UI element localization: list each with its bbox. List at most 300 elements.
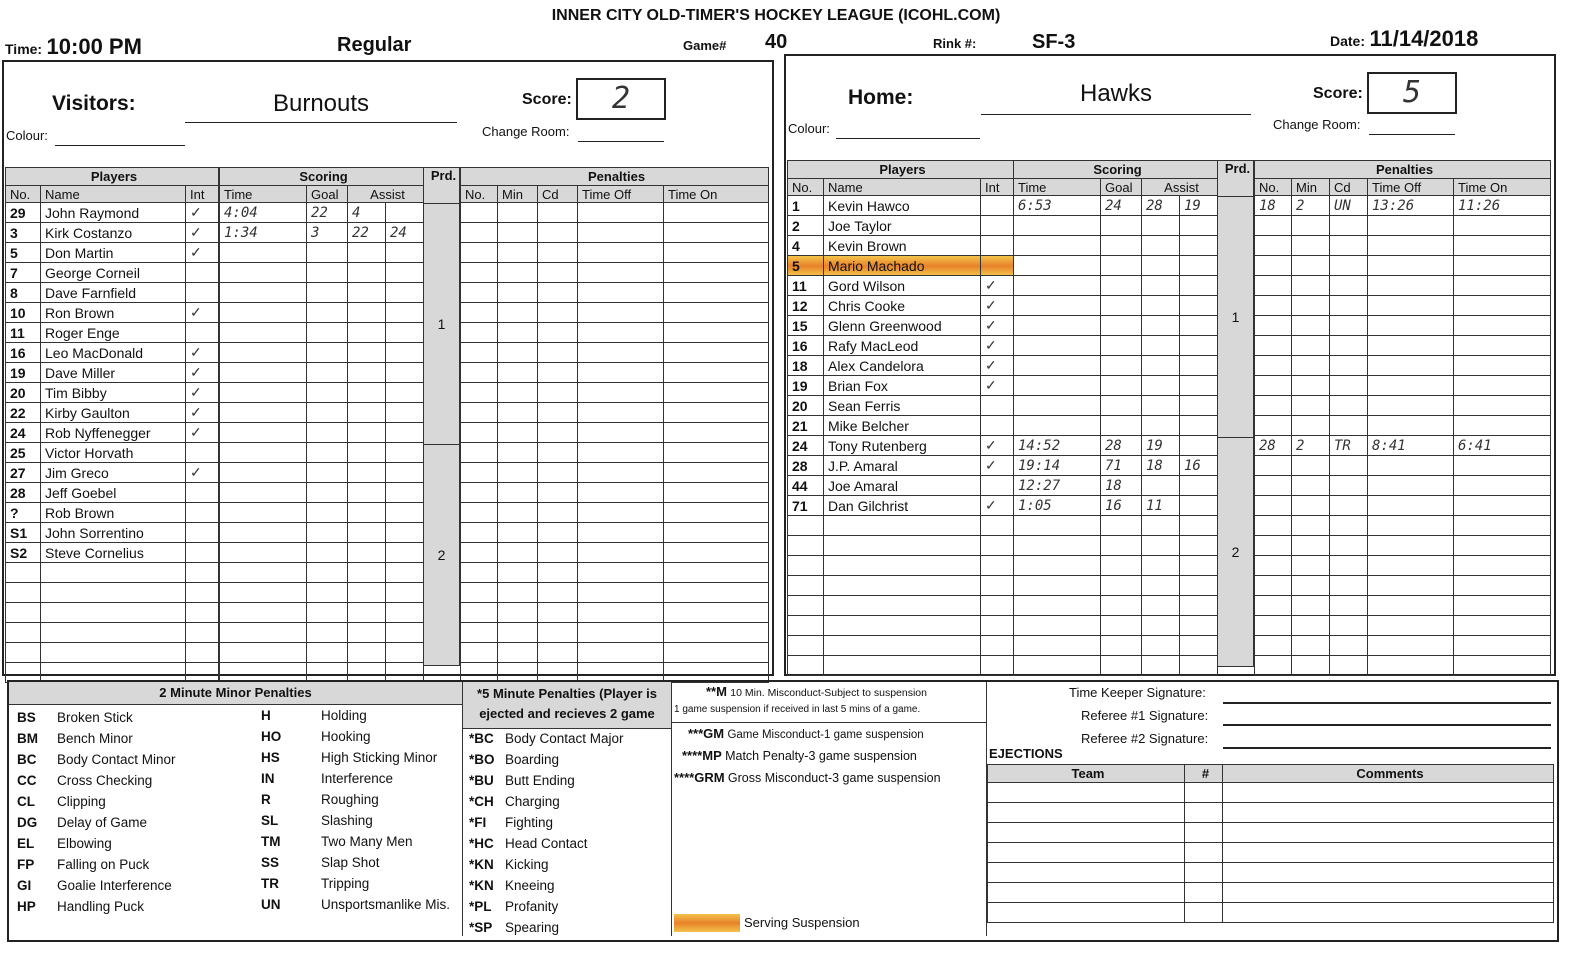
assist-1[interactable] <box>1142 296 1180 316</box>
penalty-minutes[interactable] <box>498 443 538 463</box>
player-name[interactable] <box>41 583 186 603</box>
player-number[interactable]: S2 <box>6 543 41 563</box>
penalty-code[interactable] <box>538 223 578 243</box>
player-int-check[interactable] <box>981 536 1014 556</box>
penalty-code[interactable] <box>1330 656 1368 676</box>
player-number[interactable]: 25 <box>6 443 41 463</box>
penalty-time-off[interactable] <box>1368 216 1454 236</box>
assist-2[interactable] <box>1180 656 1218 676</box>
penalty-minutes[interactable] <box>498 583 538 603</box>
player-int-check[interactable] <box>186 603 219 623</box>
penalty-player-number[interactable] <box>461 343 498 363</box>
player-int-check[interactable]: ✓ <box>186 363 219 383</box>
penalty-player-number[interactable] <box>461 503 498 523</box>
penalty-minutes[interactable] <box>1292 256 1330 276</box>
penalty-time-on[interactable] <box>664 503 769 523</box>
assist-2[interactable] <box>1180 616 1218 636</box>
penalty-time-off[interactable] <box>578 543 664 563</box>
assist-1[interactable] <box>348 603 386 623</box>
penalty-code[interactable] <box>1330 496 1368 516</box>
goal-scorer[interactable] <box>307 643 348 663</box>
goal-time[interactable] <box>1014 316 1101 336</box>
player-name[interactable]: Mario Machado <box>824 256 981 276</box>
penalty-time-on[interactable] <box>1454 476 1551 496</box>
ref1-signature-line[interactable] <box>1223 714 1551 726</box>
goal-scorer[interactable] <box>307 363 348 383</box>
goal-scorer[interactable] <box>307 463 348 483</box>
assist-1[interactable] <box>348 383 386 403</box>
penalty-minutes[interactable]: 2 <box>1292 196 1330 216</box>
penalty-minutes[interactable] <box>498 563 538 583</box>
player-number[interactable] <box>788 616 824 636</box>
penalty-player-number[interactable] <box>1255 256 1292 276</box>
assist-1[interactable] <box>1142 356 1180 376</box>
player-int-check[interactable]: ✓ <box>981 276 1014 296</box>
assist-2[interactable] <box>1180 256 1218 276</box>
penalty-time-off[interactable]: 13:26 <box>1368 196 1454 216</box>
assist-1[interactable] <box>1142 316 1180 336</box>
goal-scorer[interactable] <box>307 303 348 323</box>
ref2-signature-line[interactable] <box>1223 737 1551 749</box>
goal-time[interactable] <box>1014 636 1101 656</box>
penalty-time-on[interactable] <box>1454 256 1551 276</box>
penalty-time-on[interactable] <box>664 423 769 443</box>
goal-time[interactable] <box>220 323 307 343</box>
goal-scorer[interactable] <box>1101 336 1142 356</box>
penalty-code[interactable] <box>538 503 578 523</box>
penalty-time-off[interactable] <box>578 223 664 243</box>
goal-scorer[interactable] <box>307 423 348 443</box>
goal-time[interactable] <box>1014 416 1101 436</box>
player-name[interactable]: Glenn Greenwood <box>824 316 981 336</box>
penalty-minutes[interactable] <box>498 523 538 543</box>
goal-scorer[interactable] <box>1101 656 1142 676</box>
player-name[interactable] <box>824 636 981 656</box>
player-name[interactable]: Jeff Goebel <box>41 483 186 503</box>
player-name[interactable] <box>824 516 981 536</box>
ejection-comments[interactable] <box>1223 863 1554 883</box>
goal-time[interactable] <box>220 403 307 423</box>
goal-scorer[interactable]: 18 <box>1101 476 1142 496</box>
goal-scorer[interactable] <box>1101 216 1142 236</box>
player-int-check[interactable] <box>186 283 219 303</box>
penalty-time-on[interactable] <box>1454 536 1551 556</box>
penalty-time-off[interactable] <box>1368 536 1454 556</box>
assist-1[interactable] <box>1142 276 1180 296</box>
goal-time[interactable] <box>1014 656 1101 676</box>
assist-1[interactable]: 22 <box>348 223 386 243</box>
player-name[interactable] <box>41 603 186 623</box>
penalty-time-on[interactable] <box>1454 616 1551 636</box>
ejection-team[interactable] <box>988 803 1185 823</box>
player-number[interactable]: 20 <box>6 383 41 403</box>
ejection-comments[interactable] <box>1223 843 1554 863</box>
penalty-player-number[interactable] <box>1255 396 1292 416</box>
player-number[interactable]: 8 <box>6 283 41 303</box>
penalty-time-off[interactable] <box>578 443 664 463</box>
penalty-time-off[interactable] <box>1368 376 1454 396</box>
player-int-check[interactable] <box>186 483 219 503</box>
penalty-time-on[interactable] <box>1454 516 1551 536</box>
penalty-time-on[interactable] <box>664 463 769 483</box>
penalty-time-off[interactable] <box>1368 356 1454 376</box>
ejection-team[interactable] <box>988 843 1185 863</box>
player-number[interactable]: 20 <box>788 396 824 416</box>
assist-1[interactable]: 4 <box>348 203 386 223</box>
penalty-time-on[interactable] <box>664 563 769 583</box>
penalty-code[interactable] <box>538 483 578 503</box>
ejection-number[interactable] <box>1185 903 1223 923</box>
player-number[interactable]: 16 <box>6 343 41 363</box>
player-number[interactable]: 16 <box>788 336 824 356</box>
player-int-check[interactable] <box>186 443 219 463</box>
player-number[interactable]: 44 <box>788 476 824 496</box>
penalty-code[interactable] <box>1330 396 1368 416</box>
player-int-check[interactable] <box>186 323 219 343</box>
goal-scorer[interactable] <box>1101 376 1142 396</box>
goal-scorer[interactable] <box>307 543 348 563</box>
assist-1[interactable] <box>348 403 386 423</box>
penalty-time-on[interactable] <box>1454 316 1551 336</box>
ejection-number[interactable] <box>1185 783 1223 803</box>
penalty-minutes[interactable] <box>498 603 538 623</box>
penalty-player-number[interactable]: 28 <box>1255 436 1292 456</box>
goal-time[interactable]: 14:52 <box>1014 436 1101 456</box>
assist-1[interactable] <box>1142 536 1180 556</box>
goal-scorer[interactable] <box>1101 276 1142 296</box>
ejection-number[interactable] <box>1185 863 1223 883</box>
player-int-check[interactable] <box>186 583 219 603</box>
penalty-time-on[interactable] <box>664 203 769 223</box>
player-int-check[interactable]: ✓ <box>981 376 1014 396</box>
assist-2[interactable] <box>1180 516 1218 536</box>
penalty-minutes[interactable] <box>1292 576 1330 596</box>
goal-time[interactable] <box>1014 536 1101 556</box>
penalty-minutes[interactable] <box>1292 476 1330 496</box>
penalty-time-off[interactable] <box>578 643 664 663</box>
penalty-code[interactable] <box>1330 476 1368 496</box>
penalty-code[interactable] <box>538 343 578 363</box>
assist-2[interactable] <box>1180 376 1218 396</box>
penalty-time-off[interactable] <box>578 503 664 523</box>
assist-2[interactable] <box>386 643 424 663</box>
ejection-number[interactable] <box>1185 843 1223 863</box>
goal-time[interactable] <box>1014 236 1101 256</box>
assist-2[interactable] <box>1180 436 1218 456</box>
goal-time[interactable] <box>220 263 307 283</box>
goal-time[interactable] <box>1014 576 1101 596</box>
penalty-minutes[interactable] <box>498 343 538 363</box>
penalty-code[interactable]: TR <box>1330 436 1368 456</box>
player-number[interactable] <box>788 516 824 536</box>
goal-scorer[interactable] <box>307 443 348 463</box>
player-name[interactable] <box>41 643 186 663</box>
assist-2[interactable] <box>1180 296 1218 316</box>
goal-time[interactable]: 12:27 <box>1014 476 1101 496</box>
penalty-time-off[interactable] <box>578 583 664 603</box>
assist-2[interactable] <box>386 583 424 603</box>
assist-1[interactable] <box>348 283 386 303</box>
ejection-comments[interactable] <box>1223 823 1554 843</box>
penalty-minutes[interactable] <box>1292 636 1330 656</box>
penalty-time-on[interactable] <box>1454 396 1551 416</box>
player-int-check[interactable] <box>981 576 1014 596</box>
penalty-code[interactable] <box>538 383 578 403</box>
goal-scorer[interactable]: 28 <box>1101 436 1142 456</box>
penalty-time-off[interactable] <box>578 323 664 343</box>
penalty-minutes[interactable] <box>1292 216 1330 236</box>
penalty-code[interactable] <box>1330 376 1368 396</box>
penalty-player-number[interactable] <box>1255 576 1292 596</box>
penalty-player-number[interactable] <box>1255 476 1292 496</box>
goal-scorer[interactable] <box>307 243 348 263</box>
penalty-time-off[interactable] <box>578 383 664 403</box>
penalty-time-on[interactable] <box>1454 576 1551 596</box>
player-int-check[interactable]: ✓ <box>981 316 1014 336</box>
player-name[interactable] <box>824 556 981 576</box>
player-int-check[interactable]: ✓ <box>186 383 219 403</box>
penalty-time-on[interactable] <box>1454 336 1551 356</box>
penalty-time-off[interactable] <box>1368 276 1454 296</box>
penalty-code[interactable] <box>538 363 578 383</box>
penalty-time-off[interactable] <box>1368 596 1454 616</box>
penalty-player-number[interactable] <box>461 223 498 243</box>
player-number[interactable]: 27 <box>6 463 41 483</box>
goal-scorer[interactable] <box>307 383 348 403</box>
player-int-check[interactable] <box>981 656 1014 676</box>
assist-2[interactable] <box>1180 636 1218 656</box>
penalty-code[interactable] <box>538 243 578 263</box>
assist-1[interactable] <box>348 443 386 463</box>
penalty-minutes[interactable] <box>498 223 538 243</box>
player-number[interactable]: 5 <box>788 256 824 276</box>
penalty-code[interactable] <box>538 623 578 643</box>
player-number[interactable]: 15 <box>788 316 824 336</box>
penalty-time-off[interactable] <box>578 623 664 643</box>
penalty-time-off[interactable] <box>1368 656 1454 676</box>
player-name[interactable]: John Raymond <box>41 203 186 223</box>
penalty-code[interactable] <box>538 423 578 443</box>
penalty-time-off[interactable] <box>578 343 664 363</box>
goal-scorer[interactable] <box>1101 576 1142 596</box>
player-int-check[interactable] <box>981 416 1014 436</box>
penalty-code[interactable] <box>538 403 578 423</box>
assist-2[interactable] <box>386 283 424 303</box>
penalty-minutes[interactable] <box>1292 296 1330 316</box>
penalty-code[interactable] <box>538 303 578 323</box>
player-number[interactable] <box>788 576 824 596</box>
penalty-time-off[interactable] <box>578 603 664 623</box>
goal-scorer[interactable] <box>1101 356 1142 376</box>
assist-1[interactable] <box>348 563 386 583</box>
penalty-minutes[interactable] <box>1292 416 1330 436</box>
assist-2[interactable] <box>1180 576 1218 596</box>
penalty-time-on[interactable] <box>664 223 769 243</box>
penalty-minutes[interactable] <box>498 243 538 263</box>
penalty-player-number[interactable] <box>1255 296 1292 316</box>
assist-1[interactable] <box>348 323 386 343</box>
player-name[interactable]: Dan Gilchrist <box>824 496 981 516</box>
goal-time[interactable] <box>1014 616 1101 636</box>
player-number[interactable]: 7 <box>6 263 41 283</box>
player-int-check[interactable] <box>186 263 219 283</box>
goal-time[interactable] <box>220 563 307 583</box>
penalty-time-on[interactable] <box>1454 416 1551 436</box>
penalty-player-number[interactable] <box>461 563 498 583</box>
assist-2[interactable] <box>1180 536 1218 556</box>
player-name[interactable]: Don Martin <box>41 243 186 263</box>
penalty-time-on[interactable] <box>664 283 769 303</box>
assist-1[interactable] <box>348 263 386 283</box>
goal-time[interactable] <box>220 443 307 463</box>
penalty-time-on[interactable] <box>1454 556 1551 576</box>
goal-time[interactable] <box>1014 296 1101 316</box>
goal-scorer[interactable] <box>307 323 348 343</box>
assist-2[interactable] <box>1180 476 1218 496</box>
goal-scorer[interactable] <box>307 523 348 543</box>
player-number[interactable]: 10 <box>6 303 41 323</box>
assist-2[interactable]: 24 <box>386 223 424 243</box>
player-name[interactable]: Roger Enge <box>41 323 186 343</box>
penalty-player-number[interactable] <box>1255 536 1292 556</box>
player-name[interactable]: Kevin Hawco <box>824 196 981 216</box>
assist-1[interactable] <box>1142 556 1180 576</box>
player-number[interactable]: 2 <box>788 216 824 236</box>
player-name[interactable]: Dave Miller <box>41 363 186 383</box>
penalty-player-number[interactable] <box>461 203 498 223</box>
goal-time[interactable] <box>220 243 307 263</box>
penalty-time-on[interactable] <box>664 523 769 543</box>
penalty-time-on[interactable] <box>664 403 769 423</box>
penalty-time-on[interactable] <box>664 583 769 603</box>
goal-time[interactable] <box>220 483 307 503</box>
goal-scorer[interactable]: 16 <box>1101 496 1142 516</box>
penalty-time-on[interactable] <box>1454 216 1551 236</box>
penalty-player-number[interactable] <box>461 243 498 263</box>
player-name[interactable] <box>824 536 981 556</box>
goal-time[interactable] <box>220 463 307 483</box>
penalty-code[interactable] <box>1330 236 1368 256</box>
assist-2[interactable] <box>1180 236 1218 256</box>
penalty-code[interactable] <box>1330 456 1368 476</box>
ejection-team[interactable] <box>988 903 1185 923</box>
goal-time[interactable] <box>220 303 307 323</box>
penalty-time-off[interactable] <box>1368 556 1454 576</box>
penalty-time-on[interactable]: 11:26 <box>1454 196 1551 216</box>
penalty-minutes[interactable] <box>498 643 538 663</box>
penalty-minutes[interactable] <box>498 423 538 443</box>
ejection-comments[interactable] <box>1223 883 1554 903</box>
penalty-time-off[interactable] <box>578 483 664 503</box>
goal-scorer[interactable] <box>1101 516 1142 536</box>
goal-time[interactable] <box>1014 336 1101 356</box>
penalty-player-number[interactable] <box>1255 336 1292 356</box>
player-name[interactable]: Tim Bibby <box>41 383 186 403</box>
player-number[interactable]: 12 <box>788 296 824 316</box>
penalty-code[interactable] <box>538 603 578 623</box>
assist-2[interactable] <box>386 603 424 623</box>
goal-scorer[interactable] <box>1101 256 1142 276</box>
assist-2[interactable] <box>386 243 424 263</box>
player-name[interactable]: George Corneil <box>41 263 186 283</box>
penalty-minutes[interactable] <box>498 363 538 383</box>
player-name[interactable] <box>41 623 186 643</box>
ejection-comments[interactable] <box>1223 783 1554 803</box>
player-name[interactable]: Rafy MacLeod <box>824 336 981 356</box>
player-name[interactable] <box>41 563 186 583</box>
player-name[interactable]: Chris Cooke <box>824 296 981 316</box>
penalty-code[interactable] <box>1330 316 1368 336</box>
goal-scorer[interactable] <box>1101 556 1142 576</box>
player-name[interactable]: Steve Cornelius <box>41 543 186 563</box>
assist-1[interactable] <box>1142 336 1180 356</box>
assist-2[interactable] <box>386 543 424 563</box>
player-int-check[interactable] <box>186 563 219 583</box>
penalty-time-off[interactable] <box>578 563 664 583</box>
player-int-check[interactable] <box>186 503 219 523</box>
penalty-player-number[interactable] <box>1255 556 1292 576</box>
penalty-minutes[interactable] <box>1292 556 1330 576</box>
player-name[interactable]: John Sorrentino <box>41 523 186 543</box>
penalty-time-on[interactable] <box>1454 456 1551 476</box>
player-number[interactable]: ? <box>6 503 41 523</box>
penalty-code[interactable] <box>1330 596 1368 616</box>
penalty-code[interactable] <box>1330 556 1368 576</box>
goal-time[interactable] <box>1014 376 1101 396</box>
player-int-check[interactable]: ✓ <box>186 303 219 323</box>
goal-time[interactable] <box>220 343 307 363</box>
assist-2[interactable] <box>386 303 424 323</box>
penalty-code[interactable] <box>1330 636 1368 656</box>
assist-2[interactable] <box>386 483 424 503</box>
player-number[interactable]: 18 <box>788 356 824 376</box>
penalty-time-off[interactable] <box>1368 476 1454 496</box>
penalty-minutes[interactable] <box>1292 516 1330 536</box>
player-int-check[interactable] <box>186 543 219 563</box>
player-int-check[interactable]: ✓ <box>981 496 1014 516</box>
assist-2[interactable] <box>386 203 424 223</box>
goal-time[interactable] <box>220 523 307 543</box>
penalty-player-number[interactable] <box>1255 496 1292 516</box>
goal-time[interactable]: 1:05 <box>1014 496 1101 516</box>
goal-scorer[interactable] <box>1101 596 1142 616</box>
player-number[interactable]: 5 <box>6 243 41 263</box>
goal-scorer[interactable] <box>1101 316 1142 336</box>
player-int-check[interactable]: ✓ <box>981 436 1014 456</box>
penalty-time-off[interactable] <box>578 203 664 223</box>
player-number[interactable] <box>788 596 824 616</box>
penalty-code[interactable] <box>1330 296 1368 316</box>
penalty-time-on[interactable] <box>664 483 769 503</box>
penalty-time-off[interactable] <box>1368 456 1454 476</box>
assist-1[interactable] <box>1142 376 1180 396</box>
penalty-player-number[interactable] <box>461 623 498 643</box>
penalty-time-on[interactable] <box>1454 296 1551 316</box>
goal-scorer[interactable] <box>1101 396 1142 416</box>
goal-time[interactable] <box>1014 356 1101 376</box>
assist-1[interactable] <box>348 523 386 543</box>
ejection-comments[interactable] <box>1223 903 1554 923</box>
penalty-minutes[interactable] <box>1292 356 1330 376</box>
penalty-time-off[interactable] <box>578 283 664 303</box>
player-int-check[interactable] <box>186 623 219 643</box>
assist-2[interactable] <box>386 443 424 463</box>
player-int-check[interactable]: ✓ <box>186 243 219 263</box>
penalty-code[interactable] <box>538 643 578 663</box>
penalty-player-number[interactable] <box>461 603 498 623</box>
goal-scorer[interactable] <box>307 583 348 603</box>
penalty-code[interactable] <box>538 443 578 463</box>
